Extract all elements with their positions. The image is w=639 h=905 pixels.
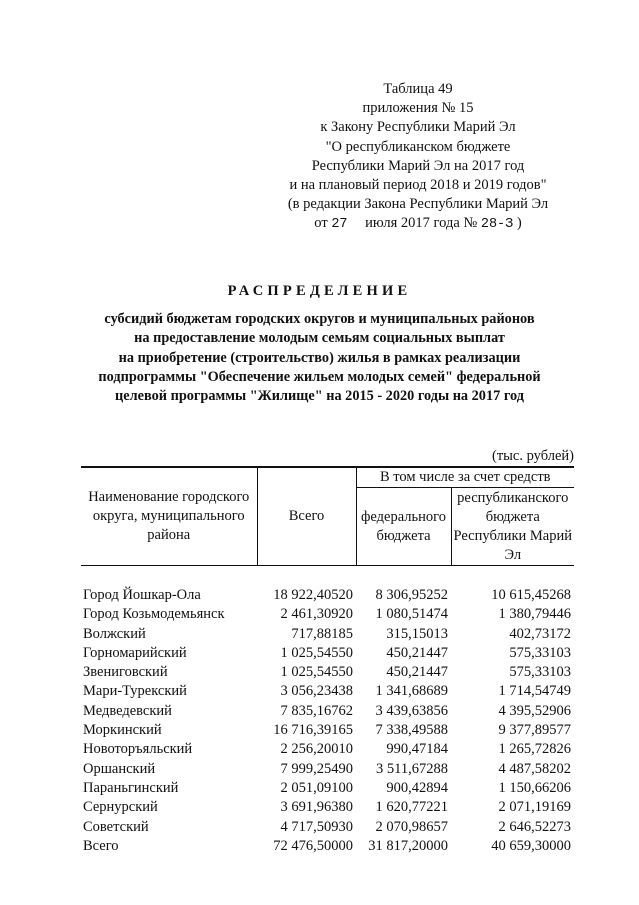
subtitle-line: подпрограммы "Обеспечение жильем молодых семей" федеральной — [98, 368, 541, 385]
table-row — [81, 798, 574, 817]
distribution-table — [81, 466, 574, 856]
amendment-close: ) — [516, 215, 522, 232]
table-row — [81, 721, 574, 740]
table-row — [81, 779, 574, 798]
subtitle-line: субсидий бюджетам городских округов и муниципальных районов — [104, 311, 535, 327]
subtitle-line: на предоставление молодым семьям социальных выплат — [134, 330, 505, 347]
subtitle-line: на приобретение (строительство) жилья в рамках реализации — [118, 349, 521, 366]
cell-federal: 2 070,98657 — [375, 818, 448, 835]
cell-name: Оршанский — [83, 760, 156, 777]
cell-total: 1 025,54550 — [280, 644, 353, 661]
table-row — [81, 663, 574, 682]
cell-republic: 575,33103 — [509, 664, 571, 681]
header-republic: республиканского бюджета Республики Марий Эл — [451, 488, 574, 566]
cell-name: Советский — [83, 818, 149, 835]
header-federal: федерального бюджета — [356, 488, 451, 566]
cell-republic: 1 380,79446 — [498, 606, 571, 623]
document-subtitle — [60, 310, 579, 406]
cell-total: 3 056,23438 — [280, 683, 353, 700]
table-header-row — [81, 467, 574, 488]
cell-republic: 9 377,89577 — [498, 722, 571, 739]
cell-republic: 1 714,54749 — [498, 683, 571, 700]
amendment-month-year: июля 2017 года № — [365, 215, 478, 232]
cell-federal: 900,42894 — [386, 779, 448, 796]
cell-republic: 2 071,19169 — [498, 799, 571, 816]
cell-federal: 1 620,77221 — [375, 799, 448, 816]
amendment-line — [270, 214, 566, 234]
cell-federal: 7 338,49588 — [375, 722, 448, 739]
cell-total: 2 256,20010 — [280, 741, 353, 758]
header-name: Наименование городского округа, муниципального района — [81, 467, 257, 566]
cell-federal: 8 306,95252 — [375, 587, 448, 603]
cell-total: 717,88185 — [291, 625, 353, 642]
subtitle-line: целевой программы "Жилище" на 2015 - 2020 годы на 2017 год — [115, 388, 524, 405]
attachment-line: (в редакции Закона Республики Марий Эл — [287, 196, 549, 213]
attachment-line: "О республиканском бюджете — [325, 138, 511, 155]
cell-republic: 575,33103 — [509, 644, 571, 661]
amendment-from: от — [314, 215, 328, 232]
cell-total: 2 051,09100 — [280, 779, 353, 796]
cell-total: 72 476,50000 — [273, 837, 353, 854]
document-heading — [60, 281, 579, 406]
cell-republic: 10 615,45268 — [491, 587, 571, 603]
attachment-line: к Закону Республики Марий Эл — [320, 119, 516, 136]
table-row — [81, 702, 574, 721]
table-row — [81, 586, 574, 605]
cell-name: Волжский — [83, 625, 146, 642]
table-row — [81, 818, 574, 837]
cell-federal: 3 511,67288 — [376, 760, 448, 777]
cell-name: Всего — [83, 837, 119, 854]
cell-total: 16 716,39165 — [273, 722, 353, 739]
attachment-line: Таблица 49 — [383, 81, 453, 97]
cell-federal: 3 439,63856 — [375, 702, 448, 719]
table-row — [81, 625, 574, 644]
cell-total: 4 717,50930 — [280, 818, 353, 835]
cell-name: Моркинский — [83, 722, 162, 739]
cell-name: Новоторъяльский — [83, 741, 193, 758]
cell-federal: 990,47184 — [386, 741, 448, 758]
table-row — [81, 605, 574, 624]
attachment-line: Республики Марий Эл на 2017 год — [311, 157, 525, 174]
cell-republic: 40 659,30000 — [491, 837, 571, 854]
cell-name: Город Козьмодемьянск — [83, 606, 225, 623]
cell-name: Сернурский — [83, 799, 158, 816]
amendment-day: 27 — [331, 217, 348, 233]
cell-federal: 450,21447 — [386, 664, 448, 681]
cell-federal: 450,21447 — [386, 644, 448, 661]
cell-name: Мари-Турекский — [83, 683, 187, 700]
cell-federal: 1 341,68689 — [375, 683, 448, 700]
attachment-line: приложения № 15 — [362, 100, 474, 117]
header-group: В том числе за счет средств — [356, 467, 574, 488]
cell-total: 3 691,96380 — [280, 799, 353, 816]
cell-total: 2 461,30920 — [280, 606, 353, 623]
cell-total: 1 025,54550 — [280, 664, 353, 681]
cell-name: Горномарийский — [83, 644, 187, 661]
attachment-block — [270, 80, 566, 235]
table-row — [81, 760, 574, 779]
table-row — [81, 740, 574, 759]
document-title: РАСПРЕДЕЛЕНИЕ — [227, 283, 412, 299]
cell-republic: 2 646,52273 — [498, 818, 571, 835]
amendment-number: 28-З — [480, 217, 514, 233]
cell-republic: 4 487,58202 — [498, 760, 571, 777]
cell-federal: 1 080,51474 — [375, 606, 448, 623]
cell-republic: 1 265,72826 — [498, 741, 571, 758]
units-label: (тыс. рублей) — [492, 448, 574, 464]
cell-name: Параньгинский — [83, 779, 179, 796]
cell-name: Звениговский — [83, 664, 168, 681]
cell-total: 18 922,40520 — [273, 587, 353, 603]
attachment-line: и на плановый период 2018 и 2019 годов" — [289, 177, 547, 194]
cell-republic: 1 150,66206 — [498, 779, 571, 796]
cell-republic: 4 395,52906 — [498, 702, 571, 719]
cell-federal: 31 817,20000 — [368, 837, 448, 854]
cell-name: Город Йошкар-Ола — [83, 587, 201, 603]
cell-republic: 402,73172 — [509, 625, 571, 642]
cell-name: Медведевский — [83, 702, 172, 719]
cell-total: 7 999,25490 — [280, 760, 353, 777]
table-row — [81, 682, 574, 701]
cell-total: 7 835,16762 — [280, 702, 353, 719]
header-total: Всего — [257, 467, 356, 566]
table-total-row — [81, 837, 574, 856]
table-row — [81, 644, 574, 663]
cell-federal: 315,15013 — [386, 625, 448, 642]
